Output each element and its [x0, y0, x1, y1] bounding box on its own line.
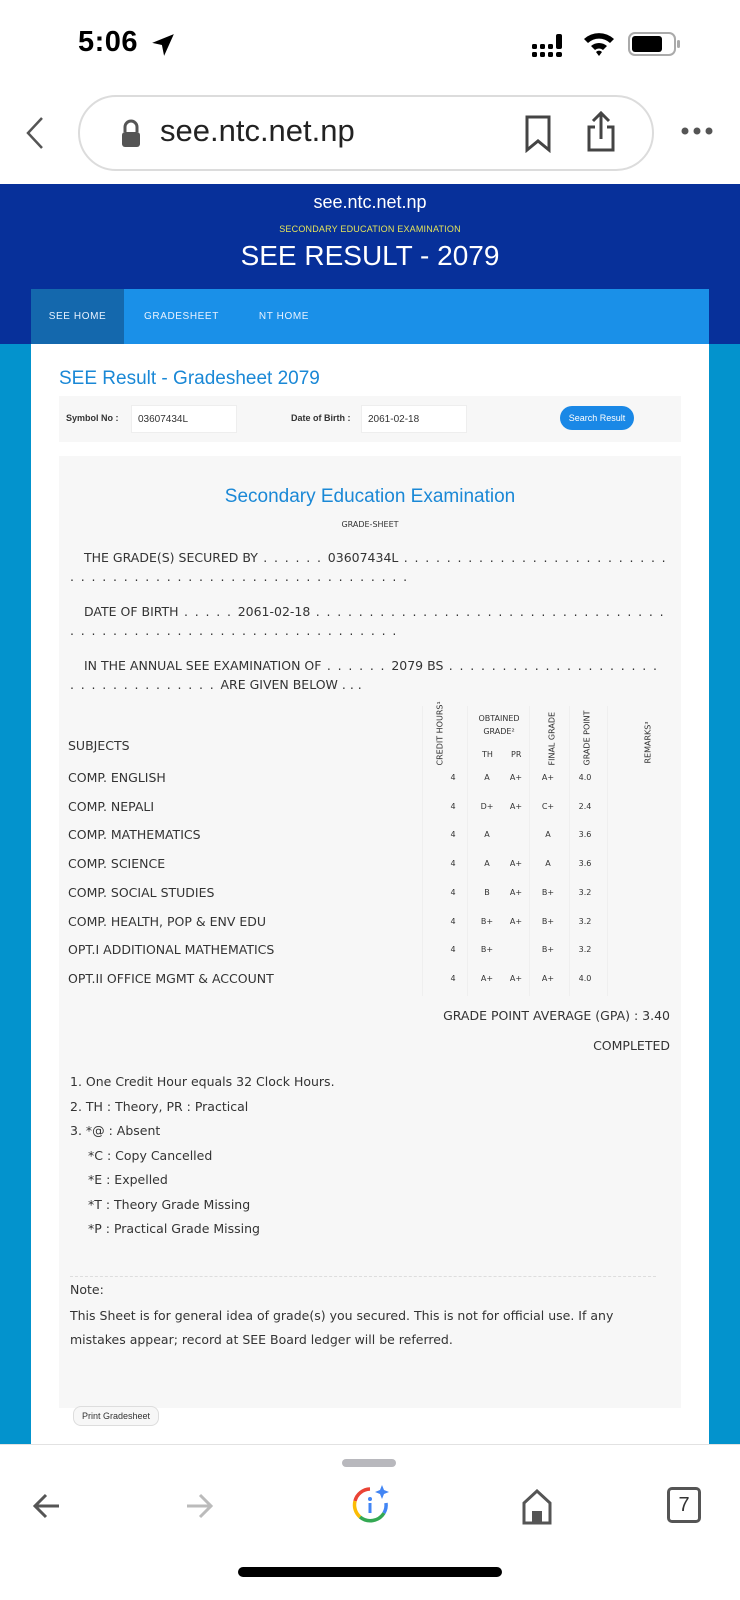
wifi-icon	[582, 30, 616, 56]
cell-final: C+	[541, 801, 555, 811]
declaration-exam: IN THE ANNUAL SEE EXAMINATION OF . . . . . . 2079 BS . . . . . . . . . . . . . . . . . . . . . . . . . . . . . . . . . . ARE GIVEN BELOW . . .	[70, 658, 659, 692]
decl-dob-label: DATE OF BIRTH	[84, 604, 179, 619]
status-time: 5:06	[78, 26, 139, 58]
note-text: This Sheet is for general idea of grade(s) you secured. This is not for official use. If any mistakes appear; record at SEE Board ledger will be referred.	[70, 1308, 614, 1347]
cell-credit: 4	[450, 801, 456, 811]
dob-input[interactable]	[361, 405, 467, 433]
browser-bottom-bar	[0, 1444, 740, 1600]
home-icon[interactable]	[520, 1489, 554, 1525]
cell-pr: A+	[509, 859, 523, 869]
result-status: COMPLETED	[593, 1038, 670, 1053]
cell-credit: 4	[450, 887, 456, 897]
cell-pr: A+	[509, 916, 523, 926]
subject-name: COMP. HEALTH, POP & ENV EDU	[68, 913, 267, 929]
header-remarks: REMARKS³	[643, 721, 653, 764]
drag-handle[interactable]	[342, 1459, 396, 1467]
location-arrow-icon	[150, 32, 176, 58]
cell-gp: 4.0	[578, 773, 592, 782]
cell-credit: 4	[450, 773, 456, 782]
symbol-no-label: Symbol No :	[66, 413, 119, 423]
header-th: TH	[482, 750, 493, 759]
header-final-grade: FINAL GRADE	[547, 711, 557, 766]
footnote: 3. *@ : Absent	[70, 1123, 161, 1138]
subject-name: COMP. SCIENCE	[68, 856, 166, 872]
cell-credit: 4	[450, 859, 456, 869]
site-navbar	[31, 289, 709, 344]
header-grade-point: GRADE POINT	[582, 710, 592, 766]
sheet-title: Secondary Education Examination	[224, 486, 516, 507]
table-row	[68, 967, 668, 995]
table-row	[68, 881, 668, 909]
cell-th: A	[484, 830, 490, 840]
cell-gp: 3.6	[578, 859, 592, 869]
cell-final: A+	[541, 973, 555, 983]
cell-th: A	[484, 859, 490, 869]
cell-final: B+	[541, 945, 555, 955]
home-indicator	[238, 1567, 502, 1577]
declaration-dob: DATE OF BIRTH . . . . . 2061-02-18 . . . . . . . . . . . . . . . . . . . . . . . . . . . . . . . . . . . . . . . . . . . . . . . . . . . . . . . . . . . . . . . .	[70, 604, 665, 638]
share-icon[interactable]	[585, 111, 617, 153]
battery-icon	[628, 31, 682, 57]
decl-dob-value: 2061-02-18	[237, 604, 311, 619]
divider	[70, 1276, 656, 1277]
forward-arrow-icon[interactable]	[184, 1489, 214, 1523]
cellular-signal-icon	[530, 32, 570, 58]
side-stripe-left	[0, 344, 31, 1444]
page-heading: SEE Result - Gradesheet 2079	[59, 368, 320, 389]
address-bar[interactable]	[78, 95, 654, 171]
cell-credit: 4	[450, 973, 456, 983]
site-title: SEE RESULT - 2079	[240, 240, 500, 271]
header-credit-hours: CREDIT HOURS¹	[435, 701, 445, 766]
subject-name: COMP. MATHEMATICS	[68, 827, 201, 843]
cell-gp: 3.2	[578, 887, 592, 897]
subject-name: COMP. ENGLISH	[68, 770, 166, 785]
gpa-text: GRADE POINT AVERAGE (GPA) : 3.40	[443, 1008, 670, 1023]
cell-pr: A+	[509, 973, 523, 983]
table-row	[68, 938, 668, 966]
chevron-left-icon[interactable]	[24, 116, 48, 150]
subject-name: COMP. SOCIAL STUDIES	[68, 884, 215, 900]
nav-see-home[interactable]: SEE HOME	[31, 289, 124, 344]
footnote: *P : Practical Grade Missing	[88, 1221, 260, 1236]
header-obtained-grade: OBTAINED GRADE²	[478, 714, 520, 736]
search-form	[59, 396, 681, 442]
sheet-subtitle: GRADE-SHEET	[341, 520, 399, 529]
cell-final: A	[545, 830, 551, 840]
cell-credit: 4	[450, 916, 456, 926]
status-bar	[0, 0, 740, 90]
cell-th: B	[484, 887, 490, 897]
grade-sheet	[59, 456, 681, 1408]
lock-icon	[120, 119, 142, 149]
site-domain: see.ntc.net.np	[313, 192, 427, 212]
nav-gradesheet[interactable]: GRADESHEET	[144, 311, 219, 322]
table-row	[68, 766, 668, 794]
cell-final: A	[545, 859, 551, 869]
side-stripe-right	[709, 344, 740, 1444]
cell-pr: A+	[509, 887, 523, 897]
search-result-button[interactable]: Search Result	[560, 406, 634, 430]
cell-gp: 2.4	[578, 801, 592, 811]
google-lens-icon[interactable]	[350, 1483, 390, 1527]
decl-symbol-value: 03607434L	[327, 550, 399, 565]
cell-pr: A+	[509, 801, 523, 811]
cell-th: D+	[480, 801, 494, 811]
subject-name: COMP. NEPALI	[68, 798, 155, 814]
dob-label: Date of Birth :	[291, 413, 351, 423]
cell-th: B+	[480, 945, 494, 955]
decl-exam-tail: ARE GIVEN BELOW . . .	[220, 677, 362, 692]
more-options-icon[interactable]	[680, 126, 714, 136]
subject-name: OPT.II OFFICE MGMT & ACCOUNT	[68, 970, 274, 986]
bookmark-icon[interactable]	[524, 115, 552, 153]
header-pr: PR	[511, 750, 522, 759]
footnote: *E : Expelled	[88, 1172, 168, 1187]
cell-th: A	[484, 773, 490, 782]
nav-nt-home[interactable]: NT HOME	[258, 311, 310, 322]
footnotes	[70, 1070, 335, 1242]
table-row	[68, 823, 668, 851]
declaration-symbol: THE GRADE(S) SECURED BY . . . . . . 03607434L . . . . . . . . . . . . . . . . . . . . . . . . . . . . . . . . . . . . . . . . . . . . . . . . . . . . . . . . .	[70, 550, 668, 584]
cell-credit: 4	[450, 830, 456, 840]
decl-symbol-label: THE GRADE(S) SECURED BY	[84, 550, 258, 565]
cell-final: A+	[541, 773, 555, 782]
cell-gp: 3.6	[578, 830, 592, 840]
footnote: 2. TH : Theory, PR : Practical	[70, 1098, 249, 1114]
cell-gp: 4.0	[578, 973, 592, 983]
footnote: 1. One Credit Hour equals 32 Clock Hours.	[70, 1074, 335, 1089]
symbol-no-input[interactable]	[131, 405, 237, 433]
table-row	[68, 910, 668, 938]
subject-name: OPT.I ADDITIONAL MATHEMATICS	[68, 942, 275, 958]
print-gradesheet-button[interactable]: Print Gradesheet	[73, 1406, 159, 1426]
site-subtitle: SECONDARY EDUCATION EXAMINATION	[279, 224, 461, 234]
note-label: Note:	[70, 1282, 104, 1297]
cell-th: A+	[480, 973, 494, 983]
cell-th: B+	[480, 916, 494, 926]
cell-final: B+	[541, 916, 555, 926]
table-row	[68, 852, 668, 880]
cell-credit: 4	[450, 945, 456, 955]
tab-count-button[interactable]: 7	[667, 1487, 701, 1523]
decl-exam-value: 2079 BS	[391, 658, 444, 673]
table-row	[68, 795, 668, 823]
main-content	[31, 344, 709, 1444]
browser-toolbar	[0, 90, 740, 180]
footnote: *C : Copy Cancelled	[88, 1147, 213, 1163]
url-text[interactable]: see.ntc.net.np	[160, 113, 355, 148]
cell-pr: A+	[509, 773, 523, 782]
cell-gp: 3.2	[578, 945, 592, 955]
footnote: *T : Theory Grade Missing	[88, 1196, 251, 1212]
back-arrow-icon[interactable]	[32, 1489, 62, 1523]
header-subjects: SUBJECTS	[68, 738, 130, 753]
cell-final: B+	[541, 887, 555, 897]
cell-gp: 3.2	[578, 916, 592, 926]
decl-exam-label: IN THE ANNUAL SEE EXAMINATION OF	[84, 658, 322, 673]
